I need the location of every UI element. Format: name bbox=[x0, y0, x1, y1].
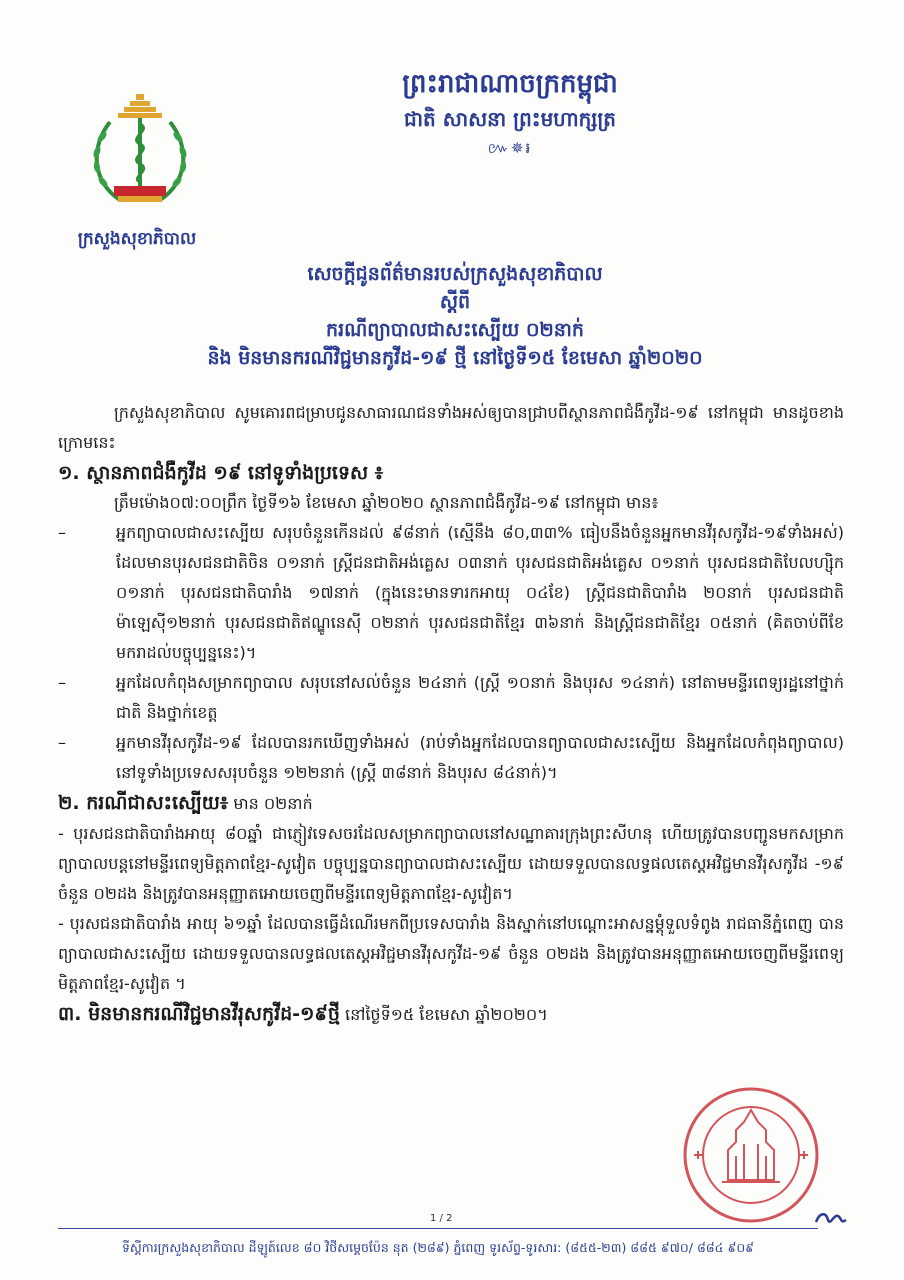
section-3-heading bbox=[58, 999, 844, 1030]
section-1-heading: ១. ស្ថានភាពជំងឺកូវីដ ១៩ នៅទូទាំងប្រទេស ៖ bbox=[58, 462, 384, 484]
title-line-4: និង មិនមានករណីវិជ្ជមានកូវីដ-១៩ ថ្មី នៅថ្ងៃទី១៥ ខែមេសា ឆ្នាំ២០២០ bbox=[207, 347, 703, 369]
ornament-divider: ៚✵៛ bbox=[487, 139, 533, 157]
title-line-2: ស្តីពី bbox=[439, 291, 471, 313]
section-2-count: មាន ០២នាក់ bbox=[228, 794, 313, 813]
footer-address: ទីស្តីការក្រសួងសុខាភិបាល ដីឡូត៍លេខ ៨០ វិថីសម្តេចប៉ែន នុត (២៨៩) ភ្នំពេញ ទូរស័ព្ទ-ទូរសារ: (៨៥៥-២៣) ៨៨៥ ៩៧០/ ៨៨៤ ៩០៩ bbox=[121, 1240, 755, 1255]
bullet-total-cases-text: អ្នកមានវីរុសកូវីដ-១៩ ដែលបានរកឃើញទាំងអស់ (រាប់ទាំងអ្នកដែលបានព្យាបាលជាសះស្បើយ និងអ្នកដែលកំពុងព្យាបាល) នៅទូទាំងប្រទេសសរុបចំនួន ១២២នាក់ (ស្ត្រី ៣៨នាក់ និងបុរស ៨៤នាក់)។ bbox=[116, 733, 844, 782]
bullet-dash: – bbox=[58, 733, 66, 752]
bullet-dash: – bbox=[58, 523, 66, 542]
bullet-total-cases bbox=[58, 728, 844, 788]
page-number: 1 / 2 bbox=[430, 1213, 453, 1224]
official-seal-stamp bbox=[680, 1084, 822, 1226]
ministry-name-label: ក្រសួងសុខាភិបាល bbox=[77, 229, 197, 249]
intro-paragraph: ក្រសួងសុខាភិបាល សូមគោរពជម្រាបជូនសាធារណជនទាំងអស់ឲ្យបានជ្រាបពីស្ថានភាពជំងឺកូវីដ-១៩ នៅកម្ពុជា មានដូចខាងក្រោមនេះ bbox=[58, 403, 844, 452]
bullet-under-treatment bbox=[58, 668, 844, 728]
kingdom-header bbox=[300, 66, 720, 160]
section-3-title: ៣. មិនមានករណីវិជ្ជមានវីរុសកូវីដ-១៩ថ្មី bbox=[58, 1003, 340, 1025]
recovered-case-1: - បុរសជនជាតិបារាំងអាយុ ៨០ឆ្នាំ ជាភ្ញៀវទេសចរដែលសម្រាកព្យាបាលនៅសណ្ឋាគារក្រុងព្រះសីហនុ ហើយត្រូវបានបញ្ជូនមកសម្រាកព្យាបាលបន្តនៅមន្ទីរពេទ្យមិត្តភាពខ្មែរ-សូវៀត បច្ចុប្បន្នបានព្យាបាលជាសះស្បើយ ដោយទទួលបានលទ្ធផលតេស្តអវិជ្ជមានវីរុសកូវីដ -១៩ ចំនួន ០២ដង និងត្រូវបានអនុញ្ញាតអោយចេញពីមន្ទីរពេទ្យមិត្តភាពខ្មែរ-សូវៀត។ bbox=[58, 824, 844, 903]
kingdom-title: ព្រះរាជាណាចក្រកម្ពុជា bbox=[402, 69, 618, 99]
bullet-recovered-text: អ្នកព្យាបាលជាសះស្បើយ សរុបចំនួនកើនដល់ ៩៨នាក់ (ស្មើនឹង ៨០,៣៣% ធៀបនឹងចំនួនអ្នកមានវីរុសកូវីដ-១៩ទាំងអស់) ដែលមានបុរសជនជាតិចិន ០១នាក់ ស្ត្រីជនជាតិអង់គ្លេស ០៣នាក់ បុរសជនជាតិអង់គ្លេស ០១នាក់ បុរសជនជាតិបែលហ្ស៊ិក ០១នាក់ បុរសជនជាតិបារាំង ១៧នាក់ (ក្នុងនេះមានទារកអាយុ ០៤ខែ) ស្ត្រីជនជាតិបារាំង ២០នាក់ បុរសជនជាតិម៉ាឡេស៊ី១២នាក់ បុរសជនជាតិឥណ្ឌូនេស៊ី ០២នាក់ បុរសជនជាតិខ្មែរ ៣៦នាក់ និងស្ត្រីជនជាតិខ្មែរ ០៥នាក់ (គិតចាប់ពីខែមករាដល់បច្ចុប្បន្ននេះ)។ bbox=[116, 523, 844, 662]
ministry-emblem-logo bbox=[80, 92, 200, 217]
signature-initials-icon bbox=[812, 1206, 852, 1230]
section-2-title: ២. ករណីជាសះស្បើយ៖ bbox=[58, 792, 229, 814]
kingdom-motto: ជាតិ សាសនា ព្រះមហាក្សត្រ bbox=[404, 107, 616, 131]
section-2-heading bbox=[58, 788, 844, 819]
bullet-recovered bbox=[58, 518, 844, 668]
press-release-title bbox=[120, 260, 790, 372]
press-release-body bbox=[58, 398, 844, 1030]
recovered-case-2: - បុរសជនជាតិបារាំង អាយុ ៦១ឆ្នាំ ដែលបានធ្វើដំណើរមកពីប្រទេសបារាំង និងស្នាក់នៅបណ្តោះអាសន្នម្តុំទួលទំពូង រាជធានីភ្នំពេញ បានព្យាបាលជាសះស្បើយ ដោយទទួលបានលទ្ធផលតេស្តអវិជ្ជមានវីរុសកូវីដ-១៩ ចំនួន ០២ដង និងត្រូវបានអនុញ្ញាតអោយចេញពីមន្ទីរពេទ្យមិត្តភាពខ្មែរ-សូវៀត ។ bbox=[58, 914, 844, 993]
title-line-3: ករណីព្យាបាលជាសះស្បើយ ០២នាក់ bbox=[326, 319, 584, 341]
bullet-dash: – bbox=[58, 673, 66, 692]
section-1-lead: ត្រឹមម៉ោង០៧:០០ព្រឹក ថ្ងៃទី១៦ ខែមេសា ឆ្នាំ២០២០ ស្ថានភាពជំងឺកូវីដ-១៩ នៅកម្ពុជា មាន៖ bbox=[114, 493, 659, 512]
section-3-date: នៅថ្ងៃទី១៥ ខែមេសា ឆ្នាំ២០២០។ bbox=[339, 1005, 548, 1024]
title-line-1: សេចក្តីជូនព័ត៌មានរបស់ក្រសួងសុខាភិបាល bbox=[307, 263, 603, 285]
bullet-under-treatment-text: អ្នកដែលកំពុងសម្រាកព្យាបាល សរុបនៅសល់ចំនួន ២៤នាក់ (ស្ត្រី ១០នាក់ និងបុរស ១៤នាក់) នៅតាមមន្ទីរពេទ្យរដ្ឋនៅថ្នាក់ជាតិ និងថ្នាក់ខេត្ត bbox=[116, 673, 844, 722]
footer-divider bbox=[58, 1228, 818, 1229]
